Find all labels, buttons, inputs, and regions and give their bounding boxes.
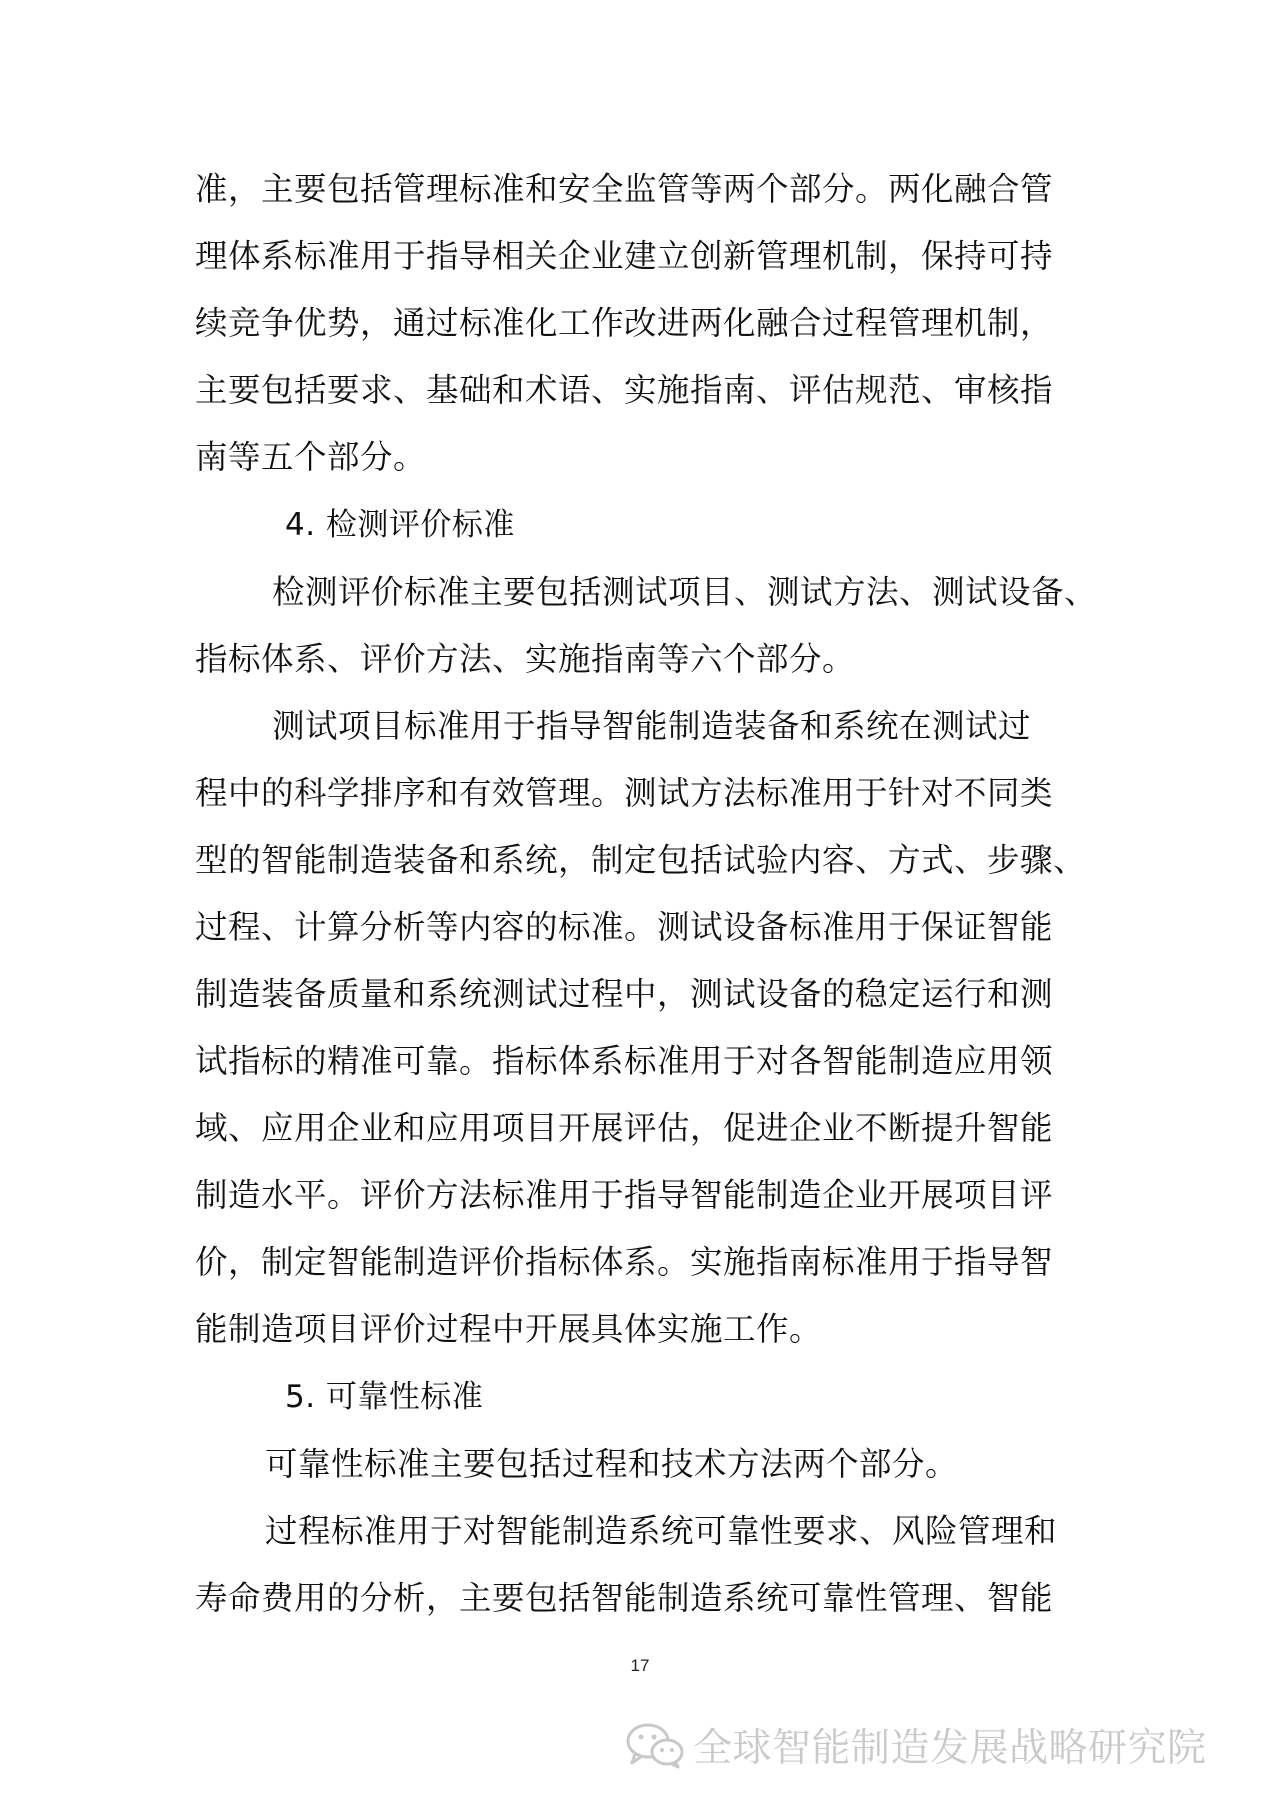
text-line: 价，制定智能制造评价指标体系。实施指南标准用于指导智 (195, 1243, 1054, 1281)
text-line: 过程标准用于对智能制造系统可靠性要求、风险管理和 (265, 1512, 1058, 1550)
text-line: 检测评价标准主要包括测试项目、测试方法、测试设备、 (272, 573, 1098, 611)
text-line: 理体系标准用于指导相关企业建立创新管理机制，保持可持 (195, 237, 1054, 275)
text-line: 续竞争优势，通过标准化工作改进两化融合过程管理机制， (195, 304, 1054, 342)
text-line: 能制造项目评价过程中开展具体实施工作。 (195, 1310, 823, 1348)
text-line: 测试项目标准用于指导智能制造装备和系统在测试过 (272, 707, 1032, 745)
section-heading: 5. 可靠性标准 (285, 1379, 484, 1415)
page-number: 17 (630, 1656, 650, 1675)
text-line: 过程、计算分析等内容的标准。测试设备标准用于保证智能 (195, 908, 1054, 946)
text-line: 准，主要包括管理标准和安全监管等两个部分。两化融合管 (195, 170, 1054, 208)
text-line: 主要包括要求、基础和术语、实施指南、评估规范、审核指 (195, 371, 1054, 409)
text-line: 制造装备质量和系统测试过程中，测试设备的稳定运行和测 (195, 975, 1054, 1013)
text-line: 型的智能制造装备和系统，制定包括试验内容、方式、步骤、 (195, 841, 1087, 879)
text-line: 可靠性标准主要包括过程和技术方法两个部分。 (265, 1445, 959, 1483)
text-line: 寿命费用的分析，主要包括智能制造系统可靠性管理、智能 (195, 1579, 1054, 1617)
text-line: 域、应用企业和应用项目开展评估，促进企业不断提升智能 (195, 1109, 1054, 1147)
text-line: 程中的科学排序和有效管理。测试方法标准用于针对不同类 (195, 774, 1054, 812)
wechat-icon (625, 1721, 685, 1769)
text-line: 试指标的精准可靠。指标体系标准用于对各智能制造应用领 (195, 1042, 1054, 1080)
section-heading: 4. 检测评价标准 (285, 507, 515, 543)
text-line: 制造水平。评价方法标准用于指导智能制造企业开展项目评 (195, 1176, 1054, 1214)
watermark-text: 全球智能制造发展战略研究院 (693, 1726, 1207, 1771)
watermark (625, 1717, 1207, 1773)
text-line: 指标体系、评价方法、实施指南等六个部分。 (195, 640, 856, 678)
text-line: 南等五个部分。 (195, 438, 427, 476)
